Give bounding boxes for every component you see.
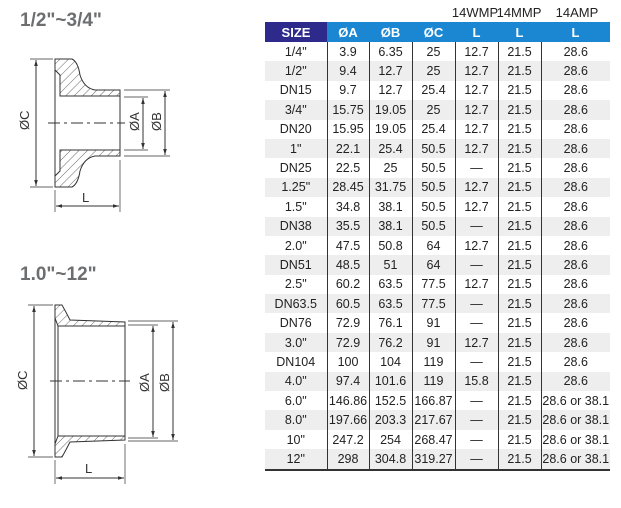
table-cell: —	[455, 217, 498, 236]
table-cell: 50.5	[412, 139, 455, 158]
table-cell: 21.5	[498, 120, 541, 139]
table-cell: 12.7	[455, 333, 498, 352]
series-label-14amp: 14AMP	[555, 5, 599, 20]
table-cell: 2.0"	[284, 238, 307, 253]
table-cell: 1.25"	[265, 178, 327, 197]
table-row	[265, 410, 610, 429]
table-cell: —	[455, 313, 498, 332]
table-cell: 28.6	[541, 42, 610, 61]
table-cell: 298	[327, 449, 369, 469]
table-cell: 25	[412, 42, 455, 61]
table-cell: 2.5"	[284, 277, 307, 292]
table-cell: 28.45	[327, 178, 369, 197]
table-cell: 166.87	[412, 391, 455, 410]
table-cell: 203.3	[369, 410, 412, 429]
table-cell: 4.0"	[265, 372, 327, 391]
table-cell: 97.4	[327, 372, 369, 391]
table-cell: 254	[369, 430, 412, 449]
table-row	[265, 178, 610, 197]
column-header: ØA	[327, 22, 369, 42]
table-cell: 12.7	[455, 61, 498, 80]
table-cell: 319.27	[412, 449, 455, 469]
table-cell: 28.6	[541, 372, 610, 391]
table-cell: 25	[412, 100, 455, 119]
table-cell: 12.7	[369, 61, 412, 80]
table-cell: 28.6	[541, 333, 610, 352]
table-row	[265, 333, 610, 352]
column-header: L	[541, 22, 610, 42]
table-cell: 10"	[286, 432, 305, 447]
table-cell: 12.7	[455, 178, 498, 197]
dim-a-label: ØA	[127, 112, 142, 131]
table-cell: 6.0"	[284, 393, 307, 408]
table-cell: 28.6 or 38.1	[541, 430, 610, 449]
table-cell: 21.5	[498, 81, 541, 100]
table-cell: 28.6	[541, 197, 610, 216]
table-cell: —	[455, 352, 498, 371]
table-cell: 28.6 or 38.1	[541, 449, 610, 469]
table-row	[265, 61, 610, 80]
table-cell: —	[455, 430, 498, 449]
table-cell: 6.35	[369, 42, 412, 61]
table-cell: 48.5	[327, 255, 369, 274]
table-cell: DN25	[279, 161, 312, 176]
table-cell: 50.8	[369, 236, 412, 255]
table-cell: 28.6	[541, 100, 610, 119]
table-cell: 64	[412, 236, 455, 255]
table-cell: 21.5	[498, 372, 541, 391]
table-cell: 25	[369, 158, 412, 177]
table-cell: 12.7	[455, 139, 498, 158]
table-cell: 21.5	[498, 352, 541, 371]
table-row	[265, 391, 610, 410]
table-row	[265, 197, 610, 216]
table-row	[265, 352, 610, 371]
table-cell: 28.6	[541, 294, 610, 313]
table-cell: 268.47	[412, 430, 455, 449]
table-cell: 152.5	[369, 391, 412, 410]
table-row	[265, 236, 610, 255]
table-row	[265, 294, 610, 313]
table-cell: 28.6	[541, 352, 610, 371]
column-header: ØB	[369, 22, 412, 42]
table-cell: 28.6	[541, 275, 610, 294]
table-cell: 21.5	[498, 333, 541, 352]
table-cell: 28.6	[541, 217, 610, 236]
column-header: SIZE	[265, 22, 327, 42]
dim-c-label: ØC	[17, 110, 32, 130]
table-cell: 21.5	[498, 430, 541, 449]
table-cell: 21.5	[498, 294, 541, 313]
table-cell: 21.5	[498, 139, 541, 158]
table-cell: 76.1	[369, 313, 412, 332]
table-cell: —	[455, 294, 498, 313]
dim-l-label: L	[82, 190, 90, 205]
table-cell: 28.6 or 38.1	[541, 391, 610, 410]
ferrule-large-drawing	[28, 305, 178, 484]
table-cell: 100	[327, 352, 369, 371]
table-cell: 76.2	[369, 333, 412, 352]
dim-b-label-large: ØB	[157, 373, 172, 392]
table-cell: 12.7	[455, 81, 498, 100]
table-cell: 91	[412, 313, 455, 332]
table-cell: 72.9	[327, 333, 369, 352]
table-cell: 19.05	[369, 120, 412, 139]
table-cell: 21.5	[498, 410, 541, 429]
table-cell: 60.5	[327, 294, 369, 313]
table-cell: 28.6	[541, 158, 610, 177]
table-row	[265, 42, 610, 61]
table-cell: 63.5	[369, 294, 412, 313]
table-cell: 21.5	[498, 178, 541, 197]
table-cell: 3.9	[327, 42, 369, 61]
table-cell: 50.5	[412, 158, 455, 177]
table-cell: DN20	[279, 122, 312, 137]
table-cell: 8.0"	[265, 410, 327, 429]
table-cell: 47.5	[327, 236, 369, 255]
table-cell: 31.75	[369, 178, 412, 197]
table-cell: 25.4	[369, 139, 412, 158]
table-row	[265, 120, 610, 139]
table-cell: 28.6	[541, 236, 610, 255]
table-cell: 50.5	[412, 217, 455, 236]
drawing-title-small: 1/2"~3/4"	[20, 10, 102, 31]
ferrule-drawings	[0, 0, 260, 508]
table-cell: 77.5	[412, 294, 455, 313]
table-cell: 146.86	[327, 391, 369, 410]
table-cell: 28.6 or 38.1	[541, 410, 610, 429]
table-cell: 12.7	[455, 275, 498, 294]
table-cell: 25.4	[412, 120, 455, 139]
table-cell: 21.5	[498, 100, 541, 119]
table-cell: 119	[412, 372, 455, 391]
dim-c-label-large: ØC	[15, 370, 30, 390]
table-row	[265, 81, 610, 100]
table-cell: 1.5"	[284, 199, 307, 214]
table-row	[265, 158, 610, 177]
table-row	[265, 100, 610, 119]
table-cell: 217.67	[412, 410, 455, 429]
table-cell: DN76	[279, 316, 312, 331]
table-cell: —	[455, 158, 498, 177]
table-cell: 12.7	[369, 81, 412, 100]
dim-l-label-large: L	[85, 461, 93, 476]
table-row	[265, 430, 610, 449]
table-row	[265, 139, 610, 158]
table-cell: 28.6	[541, 139, 610, 158]
table-cell: 60.2	[327, 275, 369, 294]
table-row	[265, 313, 610, 332]
table-cell: 38.1	[369, 217, 412, 236]
table-cell: 35.5	[327, 217, 369, 236]
table-cell: 34.8	[327, 197, 369, 216]
table-row	[265, 217, 610, 236]
table-cell: 21.5	[498, 236, 541, 255]
table-cell: 197.66	[327, 410, 369, 429]
table-cell: 104	[369, 352, 412, 371]
table-cell: 12"	[265, 449, 327, 469]
table-row	[265, 275, 610, 294]
table-cell: 50.5	[412, 178, 455, 197]
table-cell: DN51	[265, 255, 327, 274]
table-cell: 63.5	[369, 275, 412, 294]
column-header: L	[498, 22, 541, 42]
table-cell: 28.6	[541, 255, 610, 274]
table-cell: 28.6	[541, 313, 610, 332]
table-cell: 28.6	[541, 81, 610, 100]
table-cell: 12.7	[455, 197, 498, 216]
column-header: L	[455, 22, 498, 42]
table-row	[265, 255, 610, 274]
table-cell: 15.95	[327, 120, 369, 139]
table-cell: 22.1	[327, 139, 369, 158]
table-cell: DN104	[276, 354, 316, 369]
table-cell: 21.5	[498, 449, 541, 469]
table-cell: —	[455, 255, 498, 274]
table-cell: 38.1	[369, 197, 412, 216]
table-cell: 1"	[265, 139, 327, 158]
table-cell: 9.4	[327, 61, 369, 80]
table-cell: 21.5	[498, 61, 541, 80]
table-cell: 101.6	[369, 372, 412, 391]
table-cell: 50.5	[412, 197, 455, 216]
dimension-table	[265, 22, 610, 471]
table-cell: 21.5	[498, 158, 541, 177]
table-cell: 304.8	[369, 449, 412, 469]
table-cell: 1/4"	[284, 44, 307, 59]
table-cell: 9.7	[327, 81, 369, 100]
drawing-title-large: 1.0"~12"	[20, 264, 97, 285]
table-cell: 15.75	[327, 100, 369, 119]
ferrule-small-drawing	[30, 59, 170, 212]
table-cell: 22.5	[327, 158, 369, 177]
table-cell: 12.7	[455, 100, 498, 119]
table-cell: 12.7	[455, 42, 498, 61]
table-cell: 64	[412, 255, 455, 274]
table-cell: 25.4	[412, 81, 455, 100]
table-cell: 119	[412, 352, 455, 371]
table-cell: —	[455, 410, 498, 429]
table-cell: 28.6	[541, 61, 610, 80]
table-cell: —	[455, 449, 498, 469]
table-cell: 21.5	[498, 255, 541, 274]
table-cell: —	[455, 391, 498, 410]
table-cell: 247.2	[327, 430, 369, 449]
table-cell: DN63.5	[265, 294, 327, 313]
series-label-14wmp: 14WMP	[451, 5, 499, 20]
table-cell: 1/2"	[265, 61, 327, 80]
dim-a-label-large: ØA	[137, 373, 152, 392]
table-cell: 21.5	[498, 313, 541, 332]
table-cell: 12.7	[455, 120, 498, 139]
table-cell: 21.5	[498, 275, 541, 294]
table-cell: DN15	[279, 83, 312, 98]
table-cell: 28.6	[541, 178, 610, 197]
table-cell: 51	[369, 255, 412, 274]
table-cell: 91	[412, 333, 455, 352]
table-row	[265, 449, 610, 469]
table-cell: 3.0"	[265, 333, 327, 352]
table-cell: 21.5	[498, 197, 541, 216]
table-cell: 21.5	[498, 42, 541, 61]
table-cell: 25	[412, 61, 455, 80]
table-cell: DN38	[265, 217, 327, 236]
table-cell: 77.5	[412, 275, 455, 294]
table-cell: 72.9	[327, 313, 369, 332]
table-cell: 19.05	[369, 100, 412, 119]
table-row	[265, 372, 610, 391]
series-label-14mmp: 14MMP	[496, 5, 542, 20]
table-cell: 15.8	[455, 372, 498, 391]
table-cell: 3/4"	[265, 100, 327, 119]
table-cell: 28.6	[541, 120, 610, 139]
dim-b-label: ØB	[149, 112, 164, 131]
column-header: ØC	[412, 22, 455, 42]
table-cell: 12.7	[455, 236, 498, 255]
table-cell: 21.5	[498, 391, 541, 410]
table-cell: 21.5	[498, 217, 541, 236]
